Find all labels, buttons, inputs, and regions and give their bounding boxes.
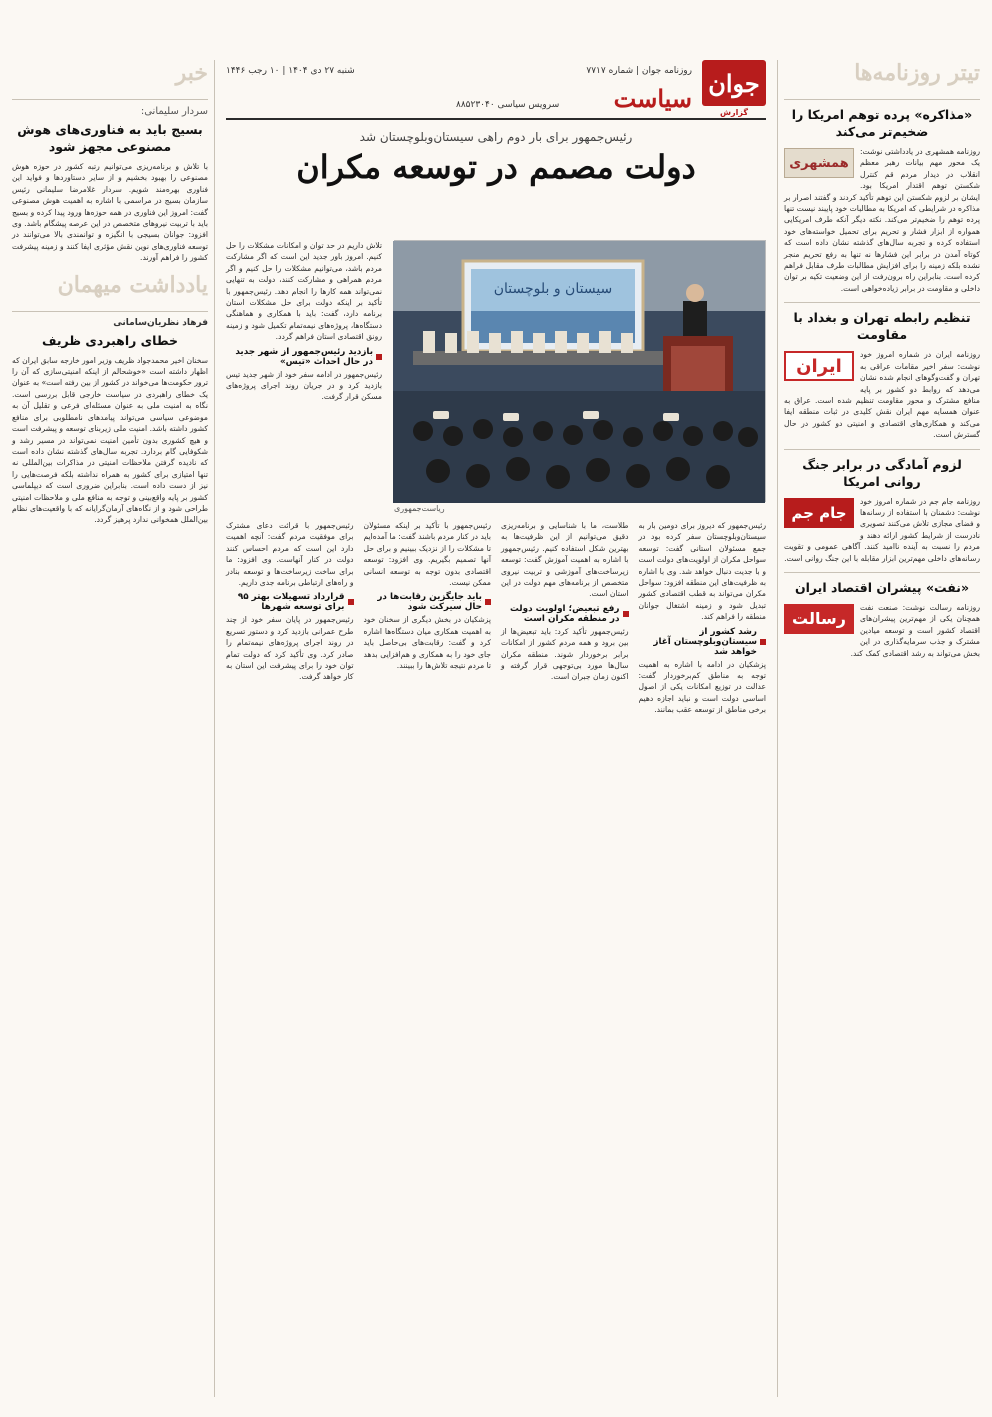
column-text: پزشکیان در ادامه با اشاره به اهمیت توجه به مناطق کم‌برخوردار گفت: عدالت در توزیع امکانات یکی از اصول اساسی دولت است و نباید اجازه دهیم برخی مناطق از توسعه عقب بمانند. xyxy=(636,659,766,715)
bullet-square-icon xyxy=(485,599,491,605)
divider xyxy=(784,302,980,303)
news-header xyxy=(12,60,208,100)
column-text: رئیس‌جمهور تأکید کرد: باید تبعیض‌ها از بین برود و همه مردم کشور از امکانات برابر برخوردار شوند. منطقه مکران سال‌ها مورد بی‌توجهی قرار گرفته و اکنون زمان جبران است. xyxy=(498,626,629,682)
press-item-headline: تنظیم رابطه تهران و بغداد با مقاومت xyxy=(793,310,971,343)
news-headline: بسیج باید به فناوری‌های هوش مصنوعی مجهز شود xyxy=(17,122,203,154)
press-review-title: تیتر روزنامه‌ها xyxy=(854,60,980,86)
news-opinion-column xyxy=(9,60,209,1397)
side-subtitle-text: بازدید رئیس‌جمهور از شهر جدید در حال احداث «تیس» xyxy=(235,346,373,367)
press-item-body: روزنامه جام جم در شماره امروز خود نوشت: دشمنان با استفاده از رسانه‌ها و فضای مجازی تلاش می‌کنند تصویری نادرست از شرایط کشور ارائه دهند و مردم را نسبت به آینده ناامید کنند. آگاهی عمومی و تقویت رسانه‌های داخلی مهم‌ترین ابزار مقابله با این جنگ روانی است. xyxy=(781,496,980,563)
press-item-headline: «مذاکره» پرده توهم امریکا را ضخیم‌تر می‌کند xyxy=(791,107,973,139)
opinion-body: سخنان اخیر محمدجواد ظریف وزیر امور خارجه سابق ایران که اظهار داشته است «خوشحالم از اینکه امنیتی‌سازی که آن را ترور حکومت‌ها می‌خواند در کشور از بین رفته است» به عنوان یک خطای راهبردی در سیاست خارجی قابل بررسی است. نگاه به امنیت ملی به عنوان مسئله‌ای فرعی و تقلیل آن به موضوعی سیاسی می‌تواند پیامدهای نامطلوبی برای منافع کشور داشته باشد. امنیت ملی زیربنای توسعه و پیشرفت است و هیچ کشوری بدون تأمین امنیت نمی‌تواند در مسیر رشد و شکوفایی گام بردارد. تجربه سال‌های گذشته نشان داده است که نادیده گرفتن ملاحظات امنیتی در مذاکرات بین‌المللی نه تنها امتیازی برای کشور به همراه نداشته بلکه فرصت‌هایی را نیز از دست داده است. بنابراین ضروری است که دیپلماسی کشور بر پایه واقع‌بینی و توجه به منافع ملی و ملاحظات امنیتی طراحی شود و از نگاه‌های آرمان‌گرایانه که با واقعیت‌های نظام بین‌الملل همخوانی ندارد پرهیز گردد. xyxy=(9,355,209,525)
newspaper-logo: ایران xyxy=(784,351,854,381)
report-tag: گزارش xyxy=(719,108,748,117)
press-review-column xyxy=(781,60,981,1397)
opinion-author: فرهاد نظریان‌سامانی xyxy=(113,317,208,328)
story-side-column xyxy=(223,240,383,520)
bullet-square-icon xyxy=(760,639,766,645)
column-subtitle xyxy=(364,592,492,612)
column-subtitle-text: رفع تبعیض؛ اولویت دولت در منطقه مکران است xyxy=(509,603,620,624)
masthead xyxy=(226,60,766,120)
column-text: رئیس‌جمهور که دیروز برای دومین بار به سیستان‌وبلوچستان سفر کرده بود در جمع مسئولان استانی گفت: توسعه سواحل مکران از اولویت‌های دولت است و با جدیت دنبال خواهد شد. وی با اشاره به ظرفیت‌های این منطقه افزود: سواحل مکران می‌تواند به قطب اقتصادی کشور تبدیل شود و زمینه اشتغال جوانان منطقه را فراهم کند. xyxy=(636,521,766,622)
column-text: رئیس‌جمهور با تأکید بر اینکه مسئولان باید در کنار مردم باشند گفت: ما آمده‌ایم تا مشکلات را از نزدیک ببینیم و برای حل آنها تصمیم بگیریم. وی افزود: توسعه اقتصادی بدون توجه به توسعه انسانی ممکن نیست. xyxy=(361,521,491,588)
story-columns xyxy=(223,520,766,1397)
story-column xyxy=(361,520,492,1397)
news-item xyxy=(9,106,209,264)
press-item-body: روزنامه همشهری در یادداشتی نوشت: یک محور مهم بیانات رهبر معظم انقلاب در دیدار مردم قم کنترل شکستن توهم اقتدار امریکا بود. ایشان بر لزوم شکستن این توهم تأکید کردند و گفتند اصرار بر مذاکره در شرایطی که امریکا به مطالبات خود پایبند نیست تنها پرده توهم را ضخیم‌تر می‌کند. نکته دیگر آنکه طرف امریکایی همواره از ابزار فشار و تحریم برای تحمیل خواسته‌های خود استفاده کرده و تجربه سال‌های گذشته نشان داده است که کوتاه آمدن در برابر این فشارها نه تنها به رفع تحریم منجر نشده بلکه زمینه را برای افزایش مطالبات طرف مقابل فراهم کرده است. بنابراین راه برون‌رفت از این وضعیت تکیه بر توان داخلی و مقاومت در برابر زیاده‌خواهی است. xyxy=(781,147,981,293)
press-item xyxy=(781,106,981,294)
story-column xyxy=(223,520,354,1397)
press-review-header xyxy=(784,60,980,100)
bullet-square-icon xyxy=(623,611,629,617)
column-text: رئیس‌جمهور با قرائت دعای مشترک برای موفقیت مردم گفت: آنچه اهمیت دارد این است که مردم احساس کنند دولت در کنار آنهاست. وی افزود: ما برای ساخت زیرساخت‌ها و توسعه بنادر و راه‌های ارتباطی برنامه جدی داریم. xyxy=(223,521,354,588)
news-subhead: سردار سلیمانی: xyxy=(140,106,208,117)
story-column xyxy=(498,520,629,1397)
opinion-header xyxy=(12,272,208,312)
press-item-body: روزنامه رسالت نوشت: صنعت نفت همچنان یکی از مهم‌ترین پیشران‌های اقتصاد کشور است و توسعه میادین مشترک و جذب سرمایه‌گذاری در این بخش می‌تواند به رشد اقتصادی کمک کند. xyxy=(850,602,981,658)
bullet-square-icon xyxy=(348,599,354,605)
newspaper-logo: جام جم xyxy=(784,498,854,528)
column-text: طلاست، ما با شناسایی و برنامه‌ریزی دقیق می‌توانیم از این ظرفیت‌ها به بهترین شکل استفاده کنیم. رئیس‌جمهور با اشاره به اهمیت آموزش گفت: توسعه زیرساخت‌های آموزشی و تربیت نیروی متخصص از برنامه‌های مهم دولت در این استان است. xyxy=(498,521,629,599)
press-item-body: روزنامه ایران در شماره امروز خود نوشت: سفر اخیر مقامات عراقی به تهران و گفت‌وگوهای انجام شده نشان می‌دهد که روابط دو کشور بر پایه منافع مشترک و محور مقاومت تنظیم شده است. عراق به عنوان همسایه مهم ایران نقش کلیدی در ثبات منطقه ایفا می‌کند و همکاری‌های اقتصادی و امنیتی دو کشور در حال گسترش است. xyxy=(781,350,980,440)
column-subtitle-text: قرارداد تسهیلات بهتر ۹۵ برای توسعه شهرها xyxy=(237,592,345,613)
issue-meta: روزنامه جوان | شماره ۷۷۱۷ xyxy=(586,66,692,76)
newspaper-logo: رسالت xyxy=(784,604,854,634)
column-divider xyxy=(214,60,215,1397)
story-photo xyxy=(394,240,766,502)
divider xyxy=(784,572,980,573)
story-title: دولت مصمم در توسعه مکران xyxy=(296,148,696,186)
javan-logo: جوان xyxy=(702,60,766,106)
press-item xyxy=(784,579,980,659)
newspaper-logo: همشهری xyxy=(784,148,854,178)
story-column xyxy=(636,520,767,1397)
column-subtitle-text: باید جایگزین رقابت‌ها در حال سیرکت شود xyxy=(377,592,482,613)
column-subtitle xyxy=(226,592,354,612)
photo-banner-text: سیستان و بلوچستان xyxy=(493,281,613,297)
issue-date: شنبه ۲۷ دی ۱۴۰۴ | ۱۰ رجب ۱۴۴۶ xyxy=(226,66,355,76)
column-text: پزشکیان در بخش دیگری از سخنان خود به اهمیت همکاری میان دستگاه‌ها اشاره کرد و گفت: رقابت‌های بی‌حاصل باید جای خود را به همکاری و هم‌افزایی بدهد تا مردم نتیجه تلاش‌ها را ببینند. xyxy=(361,615,491,671)
news-section-title: خبر xyxy=(175,60,208,86)
side-text: رئیس‌جمهور در ادامه سفر خود از شهر جدید تیس بازدید کرد و در جریان روند اجرای پروژه‌های مسکن قرار گرفت. xyxy=(223,369,382,402)
opinion-headline: خطای راهبردی ظریف xyxy=(41,332,179,348)
divider xyxy=(784,449,980,450)
column-subtitle xyxy=(501,604,629,624)
column-divider xyxy=(777,60,778,1397)
press-item xyxy=(781,309,980,440)
desk-phone: سرویس سیاسی ۸۸۵۲۳۰۴۰ xyxy=(456,100,560,110)
press-item-headline: «نفت» پیشران اقتصاد ایران xyxy=(794,579,970,595)
opinion-item xyxy=(9,317,209,526)
press-item-headline: لزوم آمادگی در برابر جنگ روانی امریکا xyxy=(802,456,962,489)
press-item xyxy=(781,456,980,564)
side-subtitle xyxy=(226,347,382,367)
main-story-area xyxy=(223,60,766,1397)
opinion-section-title: یادداشت میهمان xyxy=(57,271,208,298)
conference-photo-illustration xyxy=(393,241,765,503)
news-body: با تلاش و برنامه‌ریزی می‌توانیم رتبه کشور در حوزه هوش مصنوعی را بهبود بخشیم و از سایر دستاوردها و فواید این فناوری بهره‌مند شویم. سردار غلامرضا سلیمانی رئیس سازمان بسیج در مراسمی با اشاره به اهمیت هوش مصنوعی گفت: امروز این فناوری در همه حوزه‌ها ورود پیدا کرده و بسیج باید با تربیت نیروهای متخصص در این عرصه پیشگام باشد. وی افزود: جوانان بسیجی با انگیزه و توانمندی بالا می‌توانند در توسعه فناوری‌های نوین نقش مؤثری ایفا کنند و زمینه پیشرفت کشور را فراهم آورند. xyxy=(9,162,209,263)
story-kicker: رئیس‌جمهور برای بار دوم راهی سیستان‌وبلوچستان شد xyxy=(359,130,633,144)
side-text: تلاش داریم در حد توان و امکانات مشکلات را حل کنیم. امروز باور جدید این است که اگر مشارکت مردم باشد، می‌توانیم مشکلات را حل کنیم و اگر مردم همراهی و مشارکت کنند، دولت به تنهایی نمی‌تواند همه کارها را انجام دهد. رئیس‌جمهور با تأکید بر اینکه دولت برای حل مشکلات استان برنامه دارد، گفت: باید با همکاری و هماهنگی دستگاه‌ها، پروژه‌های نیمه‌تمام تکمیل شود و زمینه رونق اقتصادی استان فراهم گردد. xyxy=(223,241,383,342)
photo-credit: ریاست‌جمهوری xyxy=(394,504,445,513)
bullet-square-icon xyxy=(376,354,382,360)
column-subtitle xyxy=(639,627,767,657)
column-subtitle-text: رشد کشور از سیستان‌وبلوچستان آغاز خواهد شد xyxy=(653,626,757,657)
column-text: رئیس‌جمهور در پایان سفر خود از چند طرح عمرانی بازدید کرد و دستور تسریع در روند اجرای پروژه‌های نیمه‌تمام را صادر کرد. وی تأکید کرد که دولت تمام توان خود را برای پیشرفت این استان به کار خواهد گرفت. xyxy=(223,615,354,682)
section-title: سیاست xyxy=(613,84,692,113)
